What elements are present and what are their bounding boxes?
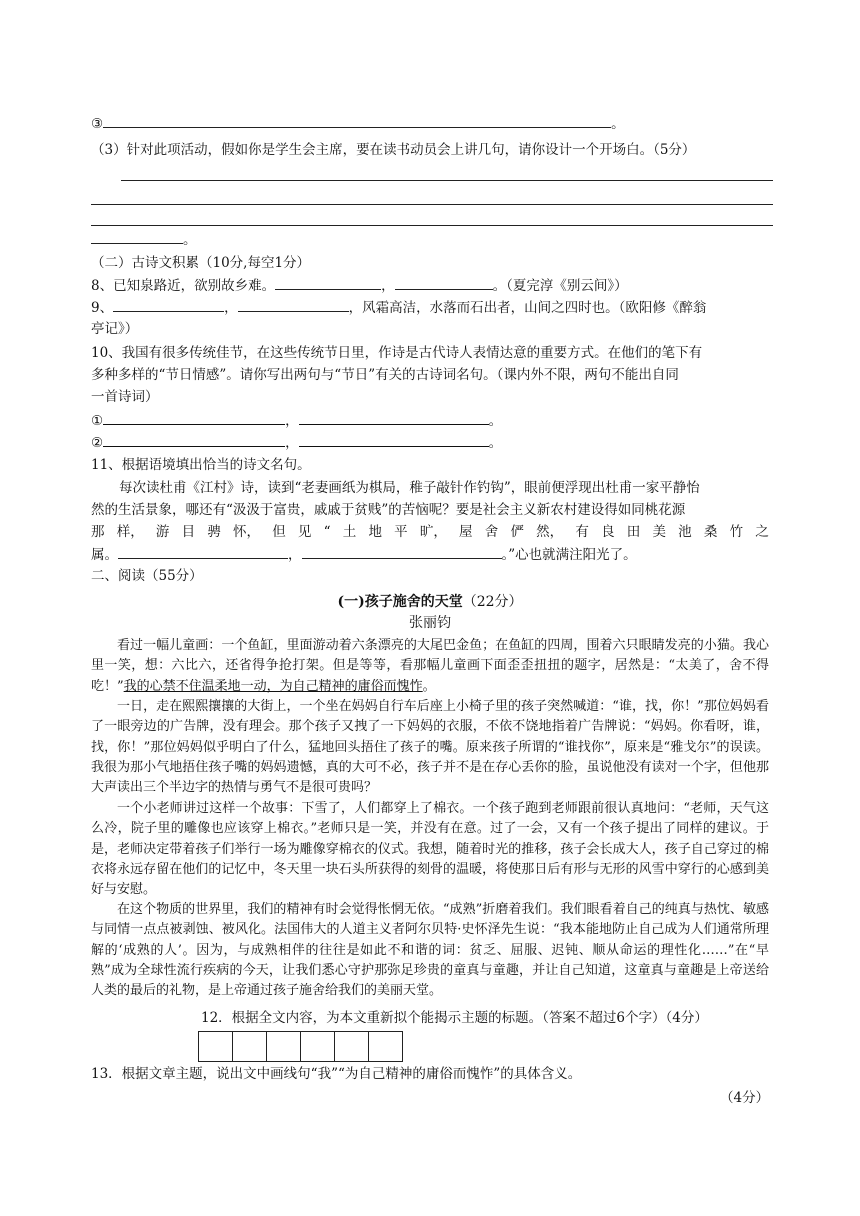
spread-char: 竹 [729, 524, 744, 540]
passage-paragraph-3: 一个小老师讲过这样一个故事：下雪了，人们都穿上了棉衣。一个孩子跑到老师跟前很认真地问：“老师，天气这么冷，院子里的雕像也应该穿上棉衣。”老师只是一笑，并没有在意。过了一会，又有一个孩子提出了同样的建议。于是，老师决定带着孩子们举行一场为雕像穿棉衣的仪式。我想，随着时光的推移，孩子会长成大人，孩子自己穿过的棉衣将永远存留在他们的记忆中，冬天里一块石头所获得的刻骨的温暖，将使那日后有形与无形的风雪中穿行的心感到美好与安慰。 [91, 801, 769, 898]
q10-item1-blank-2[interactable] [299, 410, 489, 425]
spread-char: 屋 [459, 524, 473, 540]
q7-sub3-text: （3）针对此项活动，假如你是学生会主席，要在读书动员会上讲几句，请你设计一个开场白。（5分） [91, 142, 696, 158]
answer-line-last: 。 [91, 229, 197, 250]
spread-char: 目 [181, 524, 196, 540]
q10-line3: 一首诗词） [91, 389, 159, 405]
q12-prompt: 12．根据全文内容，为本文重新拟个能揭示主题的标题。（答案不超过6个字）（4分） [201, 1010, 708, 1026]
section-heading: 二、阅读（55分） [91, 568, 203, 584]
q9-blank-2[interactable] [238, 297, 349, 312]
q9-line-cont: 亭记》） [91, 321, 139, 337]
q11-context-1: 每次读杜甫《江村》诗，读到“老妻画纸为棋局，稚子敲针作钓钩”，眼前便浮现出杜甫一家平静怡 [119, 480, 700, 496]
spread-char: 舍 [484, 524, 499, 540]
answer-box[interactable] [368, 1031, 403, 1062]
q10-item2: ② ， 。 [91, 432, 502, 453]
spread-char: 桑 [703, 524, 718, 540]
spread-char: 俨 [510, 524, 524, 540]
spread-char: 土 [342, 524, 357, 540]
q10-item1-blank-1[interactable] [103, 410, 285, 425]
spread-char: 旷， [419, 524, 447, 540]
spread-char: 但 [272, 524, 286, 540]
spread-char: 之 [755, 524, 769, 540]
q13-score: （4分） [720, 1090, 770, 1106]
answer-line[interactable] [91, 229, 183, 244]
spread-char: 有 [575, 524, 589, 540]
q13-prompt: 13．根据文章主题，说出文中画线句“我”“为自己精神的庸俗而愧怍”的具体含义。 [91, 1066, 582, 1082]
spread-char: 样， [116, 524, 144, 540]
answer-line[interactable] [91, 204, 773, 205]
spread-char: 那 [91, 524, 105, 540]
spread-char: 美 [652, 524, 666, 540]
answer-box[interactable] [300, 1031, 335, 1062]
passage-paragraph-4: 在这个物质的世界里，我们的精神有时会觉得怅惘无依。“成熟”折磨着我们。我们眼看着自己的纯真与热忱、敏感与同情一点点被剥蚀、被风化。法国伟大的人道主义者阿尔贝特·史怀泽先生说：“我本能地防止自己成为人们通常所理解的‘成熟的人’。因为，与成熟相伴的往往是如此不和谐的词：贫乏、屈服、迟钝、顺从命运的理性化……”在“早熟”成为全球性流行疾病的今天，让我们悉心守护那弥足珍贵的童真与童趣，并让自己知道，这童真与童趣是上帝送给人类的最后的礼物，是上帝通过孩子施舍给我们的美丽天堂。 [91, 902, 769, 999]
section-heading: （二）古诗文积累（10分,每空1分） [91, 255, 311, 271]
passage-author: 张丽钧 [409, 615, 451, 631]
spread-char: 骋 [207, 524, 221, 540]
underlined-sentence: 我的心禁不住温柔地一动，为自己精神的庸俗而愧怍 [123, 678, 423, 694]
q10-item2-blank-2[interactable] [299, 432, 489, 447]
q10-item2-blank-1[interactable] [103, 432, 285, 447]
q10-line2: 多种多样的“节日情感”。请你写出两句与“节日”有关的古诗词名句。（课内外不限，两句不能出自同 [91, 367, 679, 383]
q12-answer-boxes[interactable] [199, 1031, 403, 1062]
q10-line1: 10、我国有很多传统佳节，在这些传统节日里，作诗是古代诗人表情达意的重要方式。在他们的笔下有 [91, 345, 703, 361]
answer-box[interactable] [266, 1031, 301, 1062]
spread-char: 良 [601, 524, 615, 540]
q11-context-4: 属。 ， 。”心也就满注阳光了。 [91, 544, 637, 565]
q8-blank-1[interactable] [275, 275, 381, 290]
spread-char: 见 [297, 524, 312, 540]
answer-box[interactable] [334, 1031, 369, 1062]
passage-paragraph-2: 一日，走在熙熙攘攘的大街上，一个坐在妈妈自行车后座上小椅子里的孩子突然喊道：“谁，找，你！”那位妈妈看了一眼旁边的广告牌，没有理会。那个孩子又拽了一下妈妈的衣服，不依不饶地指着广告牌说：“妈妈。你看呀，谁，找，你！”那位妈妈似乎明白了什么，猛地回头捂住了孩子的嘴。原来孩子所谓的“谁找你”，原来是“雅戈尔”的误读。我很为那小气地捂住孩子嘴的妈妈遗憾，真的大可不必，孩子并不是在存心丢你的脸，虽说他没有读对一个字，但他那大声读出三个半边字的热情与勇气不是很可贵吗？ [91, 699, 769, 796]
answer-box[interactable] [232, 1031, 267, 1062]
spread-char: 地 [368, 524, 382, 540]
q11-blank-2[interactable] [302, 544, 502, 559]
passage-title: (一)孩子施舍的天堂（22分） [337, 594, 523, 610]
q9-blank-1[interactable] [113, 297, 224, 312]
spread-char: “ [323, 524, 331, 540]
q7-item3-blank[interactable] [103, 113, 611, 128]
q11-context-3 [91, 522, 769, 542]
spread-char: 怀， [233, 524, 261, 540]
spread-char: 然， [536, 524, 564, 540]
answer-line[interactable] [91, 225, 773, 226]
q8-line: 8、已知泉路近，欲别故乡难。 ， 。（夏完淳《别云间》） [91, 275, 628, 296]
q11-context-2: 然的生活景象，哪还有“汲汲于富贵，戚戚于贫贱”的苦恼呢？要是社会主义新农村建设得如同桃花源 [91, 502, 686, 518]
q7-item3-line: ③ 。 [91, 113, 625, 134]
spread-char: 平 [394, 524, 408, 540]
spread-char: 田 [626, 524, 641, 540]
passage-paragraph-1: 看过一幅儿童画：一个鱼缸，里面游动着六条漂亮的大尾巴金鱼；在鱼缸的四周，围着六只眼睛发亮的小猫。我心里一笑，想：六比六，还省得争抢打架。但是等等，看那幅儿童画下面歪歪扭扭的题字，居然是：“太美了，舍不得吃！”我的心禁不住温柔地一动，为自己精神的庸俗而愧怍。 [91, 638, 769, 694]
answer-box[interactable] [198, 1031, 233, 1062]
q11-prompt: 11、根据语境填出恰当的诗文名句。 [91, 457, 311, 473]
q8-blank-2[interactable] [395, 275, 493, 290]
q10-item1: ① ， 。 [91, 410, 502, 431]
answer-line[interactable] [121, 180, 773, 181]
q9-line: 9、 ， ，风霜高洁，水落而石出者，山间之四时也。（欧阳修《醉翁 [91, 297, 706, 318]
spread-char: 池 [678, 524, 692, 540]
q11-blank-1[interactable] [118, 544, 288, 559]
spread-char: 游 [155, 524, 170, 540]
